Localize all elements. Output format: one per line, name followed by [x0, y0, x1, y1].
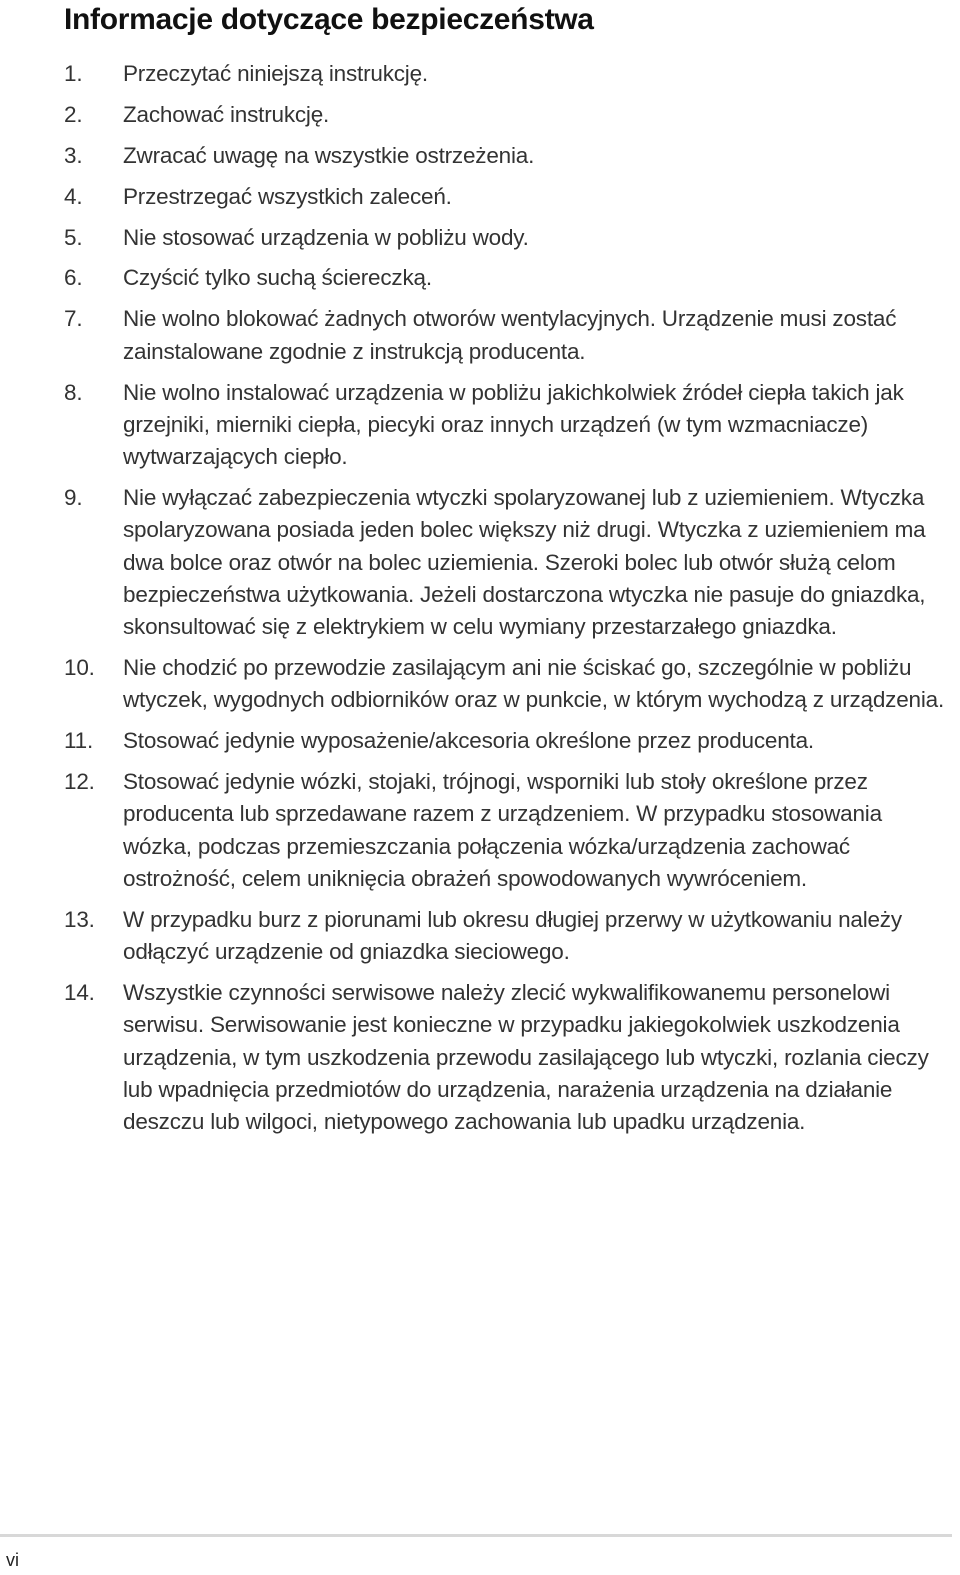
- list-item: [64, 652, 954, 717]
- item-number: 9.: [64, 485, 83, 511]
- list-item: [64, 99, 954, 131]
- list-item: [64, 58, 954, 90]
- item-text: Nie stosować urządzenia w pobliżu wody.: [123, 224, 529, 250]
- item-number: 8.: [64, 379, 83, 405]
- item-text: W przypadku burz z piorunami lub okresu długiej przerwy w użytkowaniu należy odłączyć urządzenie od gniazdka sieciowego.: [123, 906, 902, 965]
- item-number: 2.: [64, 101, 83, 127]
- list-item: [64, 140, 954, 172]
- list-item: [64, 377, 954, 474]
- list-item: [64, 222, 954, 254]
- item-text: Nie wolno blokować żadnych otworów wentylacyjnych. Urządzenie musi zostać zainstalowane zgodnie z instrukcją producenta.: [123, 306, 897, 364]
- item-number: 7.: [64, 306, 83, 332]
- item-number: 13.: [64, 906, 95, 932]
- item-text: Przestrzegać wszystkich zaleceń.: [123, 183, 452, 209]
- item-number: 14.: [64, 980, 95, 1006]
- item-text: Czyścić tylko suchą ściereczką.: [123, 265, 432, 291]
- list-item: [64, 482, 954, 643]
- item-text: Zachować instrukcję.: [123, 101, 330, 127]
- list-item: [64, 766, 954, 895]
- item-text: Nie chodzić po przewodzie zasilającym ani nie ściskać go, szczególnie w pobliżu wtyczek, wygodnych odbiorników oraz w punkcie, w którym wychodzą z urządzenia.: [123, 655, 945, 713]
- item-number: 11.: [64, 728, 94, 754]
- item-text: Nie wolno instalować urządzenia w pobliżu jakichkolwiek źródeł ciepła takich jak grzejniki, mierniki ciepła, piecyki oraz innych urządzeń (w tym wzmacniacze) wytwarzających ciepło.: [123, 379, 904, 470]
- item-text: Przeczytać niniejszą instrukcję.: [123, 61, 428, 86]
- list-item: [64, 725, 954, 757]
- list-item: [64, 262, 954, 294]
- list-item: [64, 303, 954, 368]
- page-number: vi: [6, 1550, 19, 1570]
- item-text: Wszystkie czynności serwisowe należy zlecić wykwalifikowanemu personelowi serwisu. Serwisowanie jest konieczne w przypadku jakiegokolwiek uszkodzenia urządzenia, w tym uszkodzenia przewodu zasilającego lub wtyczki, rozlania cieczy lub wpadnięcia przedmiotów do urządzenia, narażenia urządzenia na działanie deszczu lub wilgoci, nietypowego zachowania lub upadku urządzenia.: [123, 980, 929, 1135]
- item-text: Zwracać uwagę na wszystkie ostrzeżenia.: [123, 142, 535, 168]
- item-number: 10.: [64, 655, 95, 681]
- item-number: 12.: [64, 769, 95, 795]
- item-text: Stosować jedynie wózki, stojaki, trójnogi, wsporniki lub stoły określone przez producenta lub sprzedawane razem z urządzeniem. W przypadku stosowania wózka, podczas przemieszczania połączenia wózka/urządzenia zachować ostrożność, celem uniknięcia obrażeń spowodowanych wywróceniem.: [123, 769, 882, 892]
- footer-divider: [0, 1534, 952, 1537]
- list-item: [64, 181, 954, 213]
- list-item: [64, 904, 954, 969]
- item-number: 4.: [64, 183, 83, 209]
- list-item: [64, 977, 954, 1138]
- item-text: Stosować jedynie wyposażenie/akcesoria określone przez producenta.: [123, 728, 814, 754]
- page-title: Informacje dotyczące bezpieczeństwa: [64, 3, 594, 36]
- item-number: 6.: [64, 265, 83, 291]
- safety-instructions-list: [64, 58, 954, 1147]
- item-number: 5.: [64, 224, 83, 250]
- item-number: 3.: [64, 142, 83, 168]
- item-number: 1.: [64, 61, 83, 86]
- item-text: Nie wyłączać zabezpieczenia wtyczki spolaryzowanej lub z uziemieniem. Wtyczka spolaryzowana posiada jeden bolec większy niż drugi. Wtyczka z uziemieniem ma dwa bolce oraz otwór na bolec uziemienia. Szeroki bolec lub otwór służą celom bezpieczeństwa użytkowania. Jeżeli dostarczona wtyczka nie pasuje do gniazdka, skonsultować się z elektrykiem w celu wymiany przestarzałego gniazdka.: [123, 485, 926, 640]
